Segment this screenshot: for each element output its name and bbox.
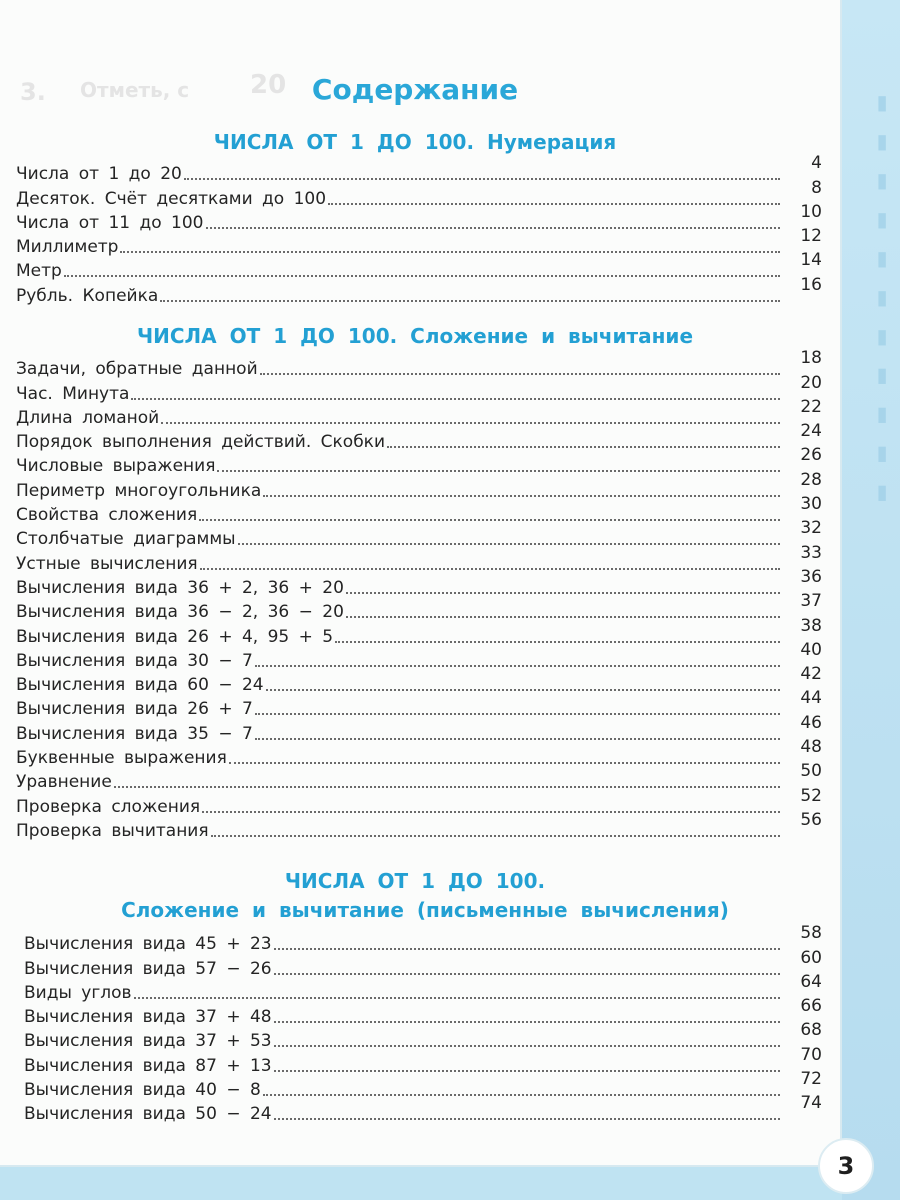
- toc-entry-title: Длина ломаной: [16, 407, 160, 428]
- toc-entry-title: Вычисления вида 37 + 48: [24, 1007, 272, 1028]
- toc-leader-dots: [255, 738, 780, 740]
- toc-entry-title: Буквенные выражения: [16, 748, 227, 769]
- toc-leader-dots: [200, 568, 780, 570]
- toc-leader-dots: [255, 713, 780, 715]
- toc-entry[interactable]: [16, 445, 822, 477]
- toc-leader-dots: [274, 948, 780, 950]
- toc-leader-dots: [328, 203, 780, 205]
- toc-entry[interactable]: [24, 1044, 822, 1076]
- toc-entry[interactable]: [16, 664, 822, 696]
- toc-entry-page: 42: [800, 664, 822, 685]
- toc-entry-page: 50: [800, 761, 822, 782]
- toc-entry-title: Вычисления вида 35 − 7: [16, 723, 253, 744]
- toc-entry-page: 56: [800, 809, 822, 830]
- toc-entry-page: 30: [800, 494, 822, 515]
- toc-entry[interactable]: [16, 712, 822, 744]
- toc-entry-title: Виды углов: [24, 982, 132, 1003]
- toc-entry-page: 60: [800, 947, 822, 968]
- toc-entry[interactable]: [16, 250, 822, 282]
- toc-entry[interactable]: [16, 396, 822, 428]
- bleed-through-text: 20: [250, 70, 287, 100]
- toc-entry-page: 64: [800, 971, 822, 992]
- toc-entry-page: 12: [800, 226, 822, 247]
- toc-entry-page: 44: [800, 688, 822, 709]
- toc-entry[interactable]: [16, 566, 822, 598]
- toc-entry[interactable]: [16, 494, 822, 526]
- toc-leader-dots: [184, 178, 780, 180]
- toc-entry-page: 48: [800, 737, 822, 758]
- toc-leader-dots: [266, 689, 780, 691]
- toc-leader-dots: [346, 592, 780, 594]
- toc-entry[interactable]: [24, 947, 822, 979]
- toc-leader-dots: [199, 519, 780, 521]
- page-number-badge: 3: [818, 1138, 874, 1194]
- toc-entry-title: Десяток. Счёт десятками до 100: [16, 188, 327, 209]
- toc-leader-dots: [260, 373, 780, 375]
- toc-entry-title: Периметр многоугольника: [16, 480, 262, 501]
- toc-entry-title: Числовые выражения: [16, 456, 216, 477]
- toc-leader-dots: [274, 1021, 780, 1023]
- toc-entry-title: Вычисления вида 45 + 23: [24, 934, 272, 955]
- toc-leader-dots: [206, 227, 781, 229]
- toc-entry-page: 74: [800, 1093, 822, 1114]
- toc-entry-title: Вычисления вида 30 − 7: [16, 650, 253, 671]
- section-subheading: Сложение и вычитание (письменные вычисления): [121, 898, 729, 922]
- toc-entry-page: 70: [800, 1044, 822, 1065]
- toc-entry-page: 46: [800, 712, 822, 733]
- toc-entry-page: 24: [800, 421, 822, 442]
- toc-entry[interactable]: [16, 688, 822, 720]
- section-heading: ЧИСЛА ОТ 1 ДО 100. Нумерация: [213, 130, 617, 154]
- section-heading: ЧИСЛА ОТ 1 ДО 100. Сложение и вычитание: [136, 324, 694, 348]
- toc-leader-dots: [134, 997, 780, 999]
- toc-entry-page: 38: [800, 615, 822, 636]
- page-title: Содержание: [311, 73, 519, 106]
- toc-leader-dots: [274, 1070, 780, 1072]
- toc-entry[interactable]: [24, 971, 822, 1003]
- toc-entry[interactable]: [16, 153, 822, 185]
- toc-entry-page: 58: [800, 923, 822, 944]
- toc-leader-dots: [346, 616, 780, 618]
- toc-entry-title: Вычисления вида 26 + 7: [16, 699, 253, 720]
- toc-entry[interactable]: [24, 1069, 822, 1101]
- toc-entry-title: Час. Минута: [16, 383, 130, 404]
- toc-entry-page: 16: [800, 274, 822, 295]
- toc-entry-title: Столбчатые диаграммы: [16, 529, 236, 550]
- spine-decoration: ▮ ▮ ▮ ▮ ▮ ▮ ▮ ▮ ▮ ▮ ▮: [870, 90, 894, 508]
- toc-leader-dots: [64, 275, 780, 277]
- toc-entry[interactable]: [16, 348, 822, 380]
- toc-entry[interactable]: [16, 226, 822, 258]
- toc-entry-page: 22: [800, 396, 822, 417]
- toc-entry-page: 36: [800, 566, 822, 587]
- toc-entry-page: 40: [800, 639, 822, 660]
- toc-entry-page: 68: [800, 1020, 822, 1041]
- toc-entry[interactable]: [24, 923, 822, 955]
- toc-entry[interactable]: [16, 421, 822, 453]
- toc-entry-title: Вычисления вида 50 − 24: [24, 1104, 272, 1125]
- section-heading: ЧИСЛА ОТ 1 ДО 100.: [284, 869, 546, 893]
- toc-entry-page: 20: [800, 372, 822, 393]
- toc-list: [16, 348, 822, 841]
- toc-entry[interactable]: [16, 177, 822, 209]
- toc-leader-dots: [120, 251, 780, 253]
- toc-leader-dots: [274, 1118, 780, 1120]
- toc-entry-page: 4: [811, 153, 822, 174]
- toc-entry-title: Вычисления вида 60 − 24: [16, 675, 264, 696]
- toc-entry-page: 10: [800, 201, 822, 222]
- toc-entry-title: Порядок выполнения действий. Скобки: [16, 432, 385, 453]
- toc-entry[interactable]: [16, 737, 822, 769]
- toc-leader-dots: [387, 446, 780, 448]
- toc-entry-page: 52: [800, 785, 822, 806]
- toc-entry-title: Уравнение: [16, 772, 112, 793]
- toc-entry[interactable]: [24, 1020, 822, 1052]
- toc-entry-title: Вычисления вида 37 + 53: [24, 1031, 272, 1052]
- toc-entry[interactable]: [16, 785, 822, 817]
- bleed-through-text: 3.: [20, 78, 46, 106]
- toc-entry-page: 26: [800, 445, 822, 466]
- toc-entry-page: 37: [800, 591, 822, 612]
- toc-leader-dots: [229, 762, 780, 764]
- toc-leader-dots: [131, 398, 780, 400]
- toc-entry-title: Вычисления вида 40 − 8: [24, 1080, 261, 1101]
- toc-leader-dots: [263, 495, 780, 497]
- toc-entry-title: Проверка вычитания: [16, 820, 209, 841]
- toc-entry[interactable]: [16, 372, 822, 404]
- bleed-through-text: Отметь, с: [80, 78, 190, 102]
- toc-entry-title: Вычисления вида 57 − 26: [24, 958, 272, 979]
- toc-leader-dots: [202, 811, 780, 813]
- toc-entry-page: 33: [800, 542, 822, 563]
- toc-entry-title: Рубль. Копейка: [16, 285, 159, 306]
- toc-entry[interactable]: [16, 591, 822, 623]
- toc-entry-title: Задачи, обратные данной: [16, 359, 258, 380]
- toc-leader-dots: [274, 973, 780, 975]
- toc-entry[interactable]: [16, 761, 822, 793]
- toc-leader-dots: [217, 470, 780, 472]
- toc-entry-title: Вычисления вида 36 + 2, 36 + 20: [16, 577, 344, 598]
- toc-entry-title: Проверка сложения: [16, 796, 201, 817]
- toc-list: [16, 153, 822, 306]
- toc-list: [24, 923, 822, 1125]
- toc-entry-title: Вычисления вида 87 + 13: [24, 1055, 272, 1076]
- toc-leader-dots: [335, 641, 780, 643]
- toc-entry[interactable]: [16, 518, 822, 550]
- toc-leader-dots: [263, 1094, 780, 1096]
- toc-leader-dots: [211, 835, 780, 837]
- toc-entry-page: 14: [800, 250, 822, 271]
- toc-entry[interactable]: [16, 274, 822, 306]
- toc-entry-page: 66: [800, 996, 822, 1017]
- toc-entry-page: 32: [800, 518, 822, 539]
- toc-entry-page: 8: [811, 177, 822, 198]
- toc-leader-dots: [161, 422, 780, 424]
- toc-entry[interactable]: [16, 201, 822, 233]
- toc-entry-title: Свойства сложения: [16, 505, 198, 526]
- toc-leader-dots: [255, 665, 780, 667]
- toc-entry[interactable]: [16, 809, 822, 841]
- toc-entry[interactable]: [16, 615, 822, 647]
- toc-entry-title: Метр: [16, 261, 62, 282]
- toc-entry-title: Миллиметр: [16, 237, 119, 258]
- toc-entry-page: 28: [800, 469, 822, 490]
- toc-entry-title: Вычисления вида 36 − 2, 36 − 20: [16, 602, 344, 623]
- toc-leader-dots: [274, 1045, 780, 1047]
- toc-entry-title: Числа от 1 до 20: [16, 164, 182, 185]
- toc-entry[interactable]: [16, 542, 822, 574]
- toc-leader-dots: [160, 300, 780, 302]
- toc-entry-page: 18: [800, 348, 822, 369]
- toc-entry[interactable]: [16, 469, 822, 501]
- toc-entry[interactable]: [24, 996, 822, 1028]
- toc-entry-page: 72: [800, 1069, 822, 1090]
- toc-entry[interactable]: [24, 1093, 822, 1125]
- toc-leader-dots: [114, 786, 780, 788]
- toc-leader-dots: [238, 543, 780, 545]
- toc-entry-title: Устные вычисления: [16, 553, 198, 574]
- toc-entry-title: Вычисления вида 26 + 4, 95 + 5: [16, 626, 334, 647]
- toc-entry-title: Числа от 11 до 100: [16, 212, 204, 233]
- toc-entry[interactable]: [16, 639, 822, 671]
